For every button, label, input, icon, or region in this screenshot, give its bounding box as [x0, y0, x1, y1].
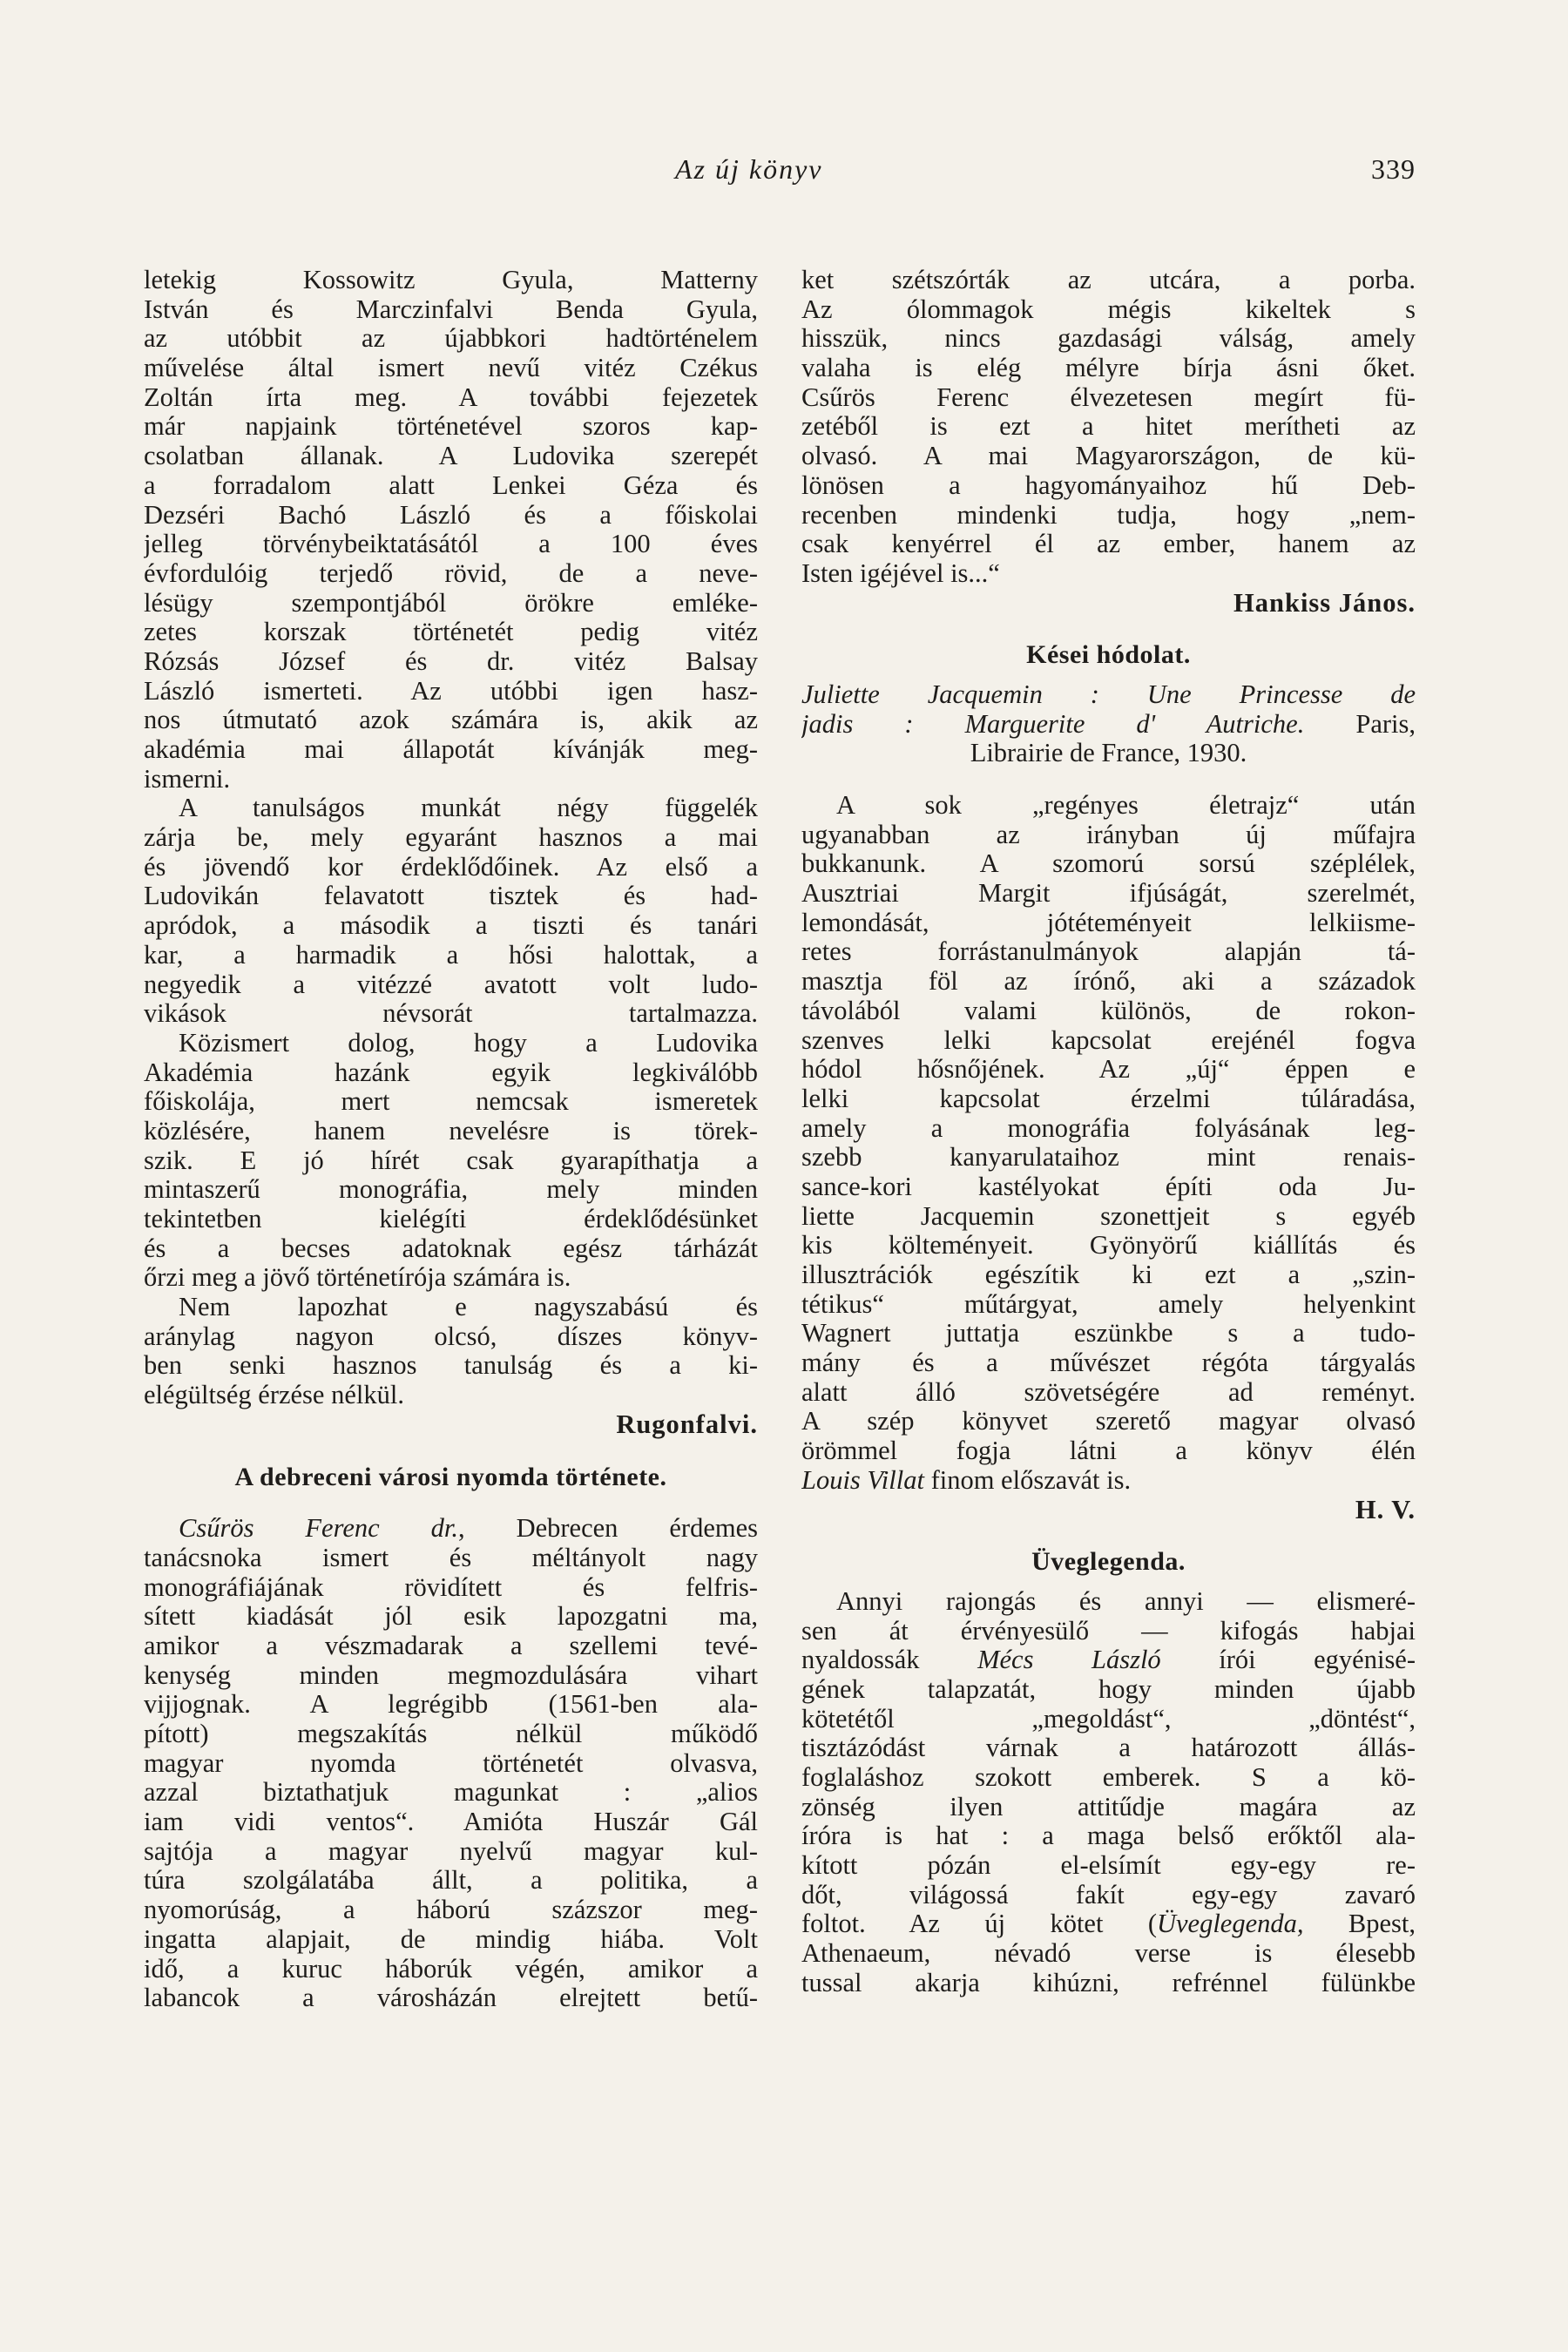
paragraph-line: valaha is elég mélyre bírja ásni őket.	[801, 354, 1416, 383]
paragraph-line: tanácsnoka ismert és méltányolt nagy	[144, 1543, 758, 1572]
paragraph-line: sen át érvényesülő — kifogás habjai	[801, 1616, 1416, 1646]
paragraph-line: Rózsás József és dr. vitéz Balsay	[144, 646, 758, 676]
paragraph-line: elégültség érzése nélkül.	[144, 1381, 404, 1410]
review-signature: Rugonfalvi.	[616, 1409, 758, 1439]
paragraph-line: kar, a harmadik a hősi halottak, a	[144, 940, 758, 970]
paragraph-line: Közismert dolog, hogy a Ludovika	[179, 1028, 758, 1058]
paragraph-line: Annyi rajongás és annyi — elismeré-	[836, 1586, 1416, 1616]
paragraph-line: zetes korszak történetét pedig vitéz	[144, 618, 758, 647]
review-signature: Hankiss János.	[1233, 588, 1416, 618]
paragraph-line: közlésére, hanem nevelésre is törek-	[144, 1116, 758, 1146]
paragraph	[801, 791, 1416, 1466]
paragraph-line: sajtója a magyar nyelvű magyar kul-	[144, 1836, 758, 1866]
paragraph-line: letekig Kossowitz Gyula, Matterny	[144, 266, 758, 294]
paragraph-line: A tanulságos munkát négy függelék	[179, 794, 758, 823]
paragraph-line: bukkanunk. A szomorú sorsú széplélek,	[801, 849, 1416, 879]
poet-name: Mécs László	[977, 1646, 1161, 1675]
paragraph-line: Dezséri Bachó László és a főiskolai	[144, 500, 758, 530]
paragraph-line: ismerni.	[144, 764, 231, 794]
paragraph-line: pított) megszakítás nélkül működő	[144, 1720, 758, 1748]
paragraph	[801, 1675, 1416, 1910]
paragraph-line: negyedik a vitézzé avatott volt ludo-	[144, 970, 758, 999]
paragraph-line: aránylag nagyon olcsó, díszes könyv-	[144, 1321, 758, 1351]
paragraph	[144, 1029, 758, 1293]
paragraph-line: tétikus“ műtárgyat, amely helyenkint	[801, 1289, 1416, 1319]
paragraph-line: zetéből is ezt a hitet merítheti az	[801, 412, 1416, 442]
paragraph-line: már napjaink történetével szoros kap-	[144, 412, 758, 442]
paragraph-line: illusztrációk egészítik ki ezt a „szin-	[801, 1260, 1416, 1289]
paragraph-line: sance-kori kastélyokat építi oda Ju-	[801, 1172, 1416, 1201]
paragraph	[144, 794, 758, 1029]
paragraph-line: László ismerteti. Az utóbbi igen hasz-	[144, 676, 758, 706]
paragraph-line: zönség ilyen attitűdje magára az	[801, 1792, 1416, 1821]
paragraph-line: lemondását, jótéteményeit lelkiisme-	[801, 908, 1416, 937]
paragraph	[801, 1587, 1416, 1675]
paragraph-line: foltot. Az új kötet (Üveglegenda, Bpest,	[801, 1909, 1416, 1939]
paragraph-line: ket szétszórták az utcára, a porba.	[801, 266, 1416, 294]
paragraph-line: ben senki hasznos tanulság és a ki-	[144, 1351, 758, 1381]
paragraph-line: tisztázódást várnak a határozott állás-	[801, 1734, 1416, 1763]
paragraph-line: A szép könyvet szerető magyar olvasó	[801, 1407, 1416, 1436]
paragraph-line: István és Marczinfalvi Benda Gyula,	[144, 294, 758, 324]
paragraph-line: Nem lapozhat e nagyszabású és	[179, 1293, 758, 1322]
paragraph-line: kított pózán el-elsímít egy-egy re-	[801, 1851, 1416, 1881]
paragraph-line: retes forrástanulmányok alapján tá-	[801, 937, 1416, 967]
paragraph-line: apródok, a második a tiszti és tanári	[144, 911, 758, 941]
paragraph-line: nyaldossák Mécs László írói egyénisé-	[801, 1646, 1416, 1675]
page-header	[675, 153, 1416, 197]
paragraph-line: foglaláshoz szokott emberek. S a kö-	[801, 1763, 1416, 1792]
paragraph-line: Athenaeum, névadó verse is élesebb	[801, 1939, 1416, 1969]
paragraph-line: örömmel fogja látni a könyv élén	[801, 1436, 1416, 1466]
paragraph-first-line: Csűrös Ferenc dr., Debrecen érdemes	[179, 1514, 758, 1544]
paragraph-line: jelleg törvénybeiktatásától a 100 éves	[144, 530, 758, 559]
paragraph-line: évfordulóig terjedő rövid, de a neve-	[144, 558, 758, 588]
paragraph-line: szik. E jó hírét csak gyarapíthatja a	[144, 1146, 758, 1175]
paragraph-line: és a becses adatoknak egész tárházát	[144, 1233, 758, 1263]
paragraph-line: Csűrös Ferenc élvezetesen megírt fü-	[801, 382, 1416, 412]
paragraph-line: kenység minden megmozdulására vihart	[144, 1660, 758, 1690]
left-column	[144, 266, 758, 2013]
paragraph-line: Akadémia hazánk egyik legkiválóbb	[144, 1058, 758, 1087]
paragraph-line: tussal akarja kihúzni, refrénnel fülünkbe	[801, 1968, 1416, 1997]
review-heading: A debreceni városi nyomda története.	[234, 1462, 667, 1491]
citation-line: jadis : Marguerite d' Autriche. Paris,	[801, 709, 1416, 739]
paragraph-line: a forradalom alatt Lenkei Géza és	[144, 470, 758, 500]
paragraph-line: alatt álló szövetségére ad reményt.	[801, 1377, 1416, 1407]
paragraph-line: csolatban állanak. A Ludovika szerepét	[144, 442, 758, 471]
review-heading: Kései hódolat.	[1026, 640, 1191, 670]
paragraph-last-line: Louis Villat finom előszavát is.	[801, 1465, 1132, 1495]
paragraph-line: akadémia mai állapotát kívánják meg-	[144, 735, 758, 764]
citation-line: Juliette Jacquemin : Une Princesse de	[801, 679, 1416, 709]
paragraph-line: Ausztriai Margit ifjúságát, szerelmét,	[801, 879, 1416, 909]
paragraph-line: A sok „regényes életrajz“ után	[836, 791, 1416, 820]
paragraph-line: amely a monográfia folyásának leg-	[801, 1113, 1416, 1143]
paragraph-line: kötetétől „megoldást“, „döntést“,	[801, 1704, 1416, 1734]
running-title: Az új könyv	[675, 153, 823, 185]
paragraph-line: vikások névsorát tartalmazza.	[144, 999, 758, 1029]
paragraph-line: hisszük, nincs gazdasági válság, amely	[801, 324, 1416, 354]
paragraph-line: ugyanabban az irányban új műfajra	[801, 820, 1416, 849]
paragraph	[144, 266, 758, 794]
page-number: 339	[1371, 153, 1416, 185]
paragraph-line: nos útmutató azok számára is, akik az	[144, 706, 758, 735]
paragraph-line: távolából valami különös, de rokon-	[801, 996, 1416, 1025]
paragraph-line: főiskolája, mert nemcsak ismeretek	[144, 1087, 758, 1117]
paragraph-line: nyomorúság, a háború százszor meg-	[144, 1896, 758, 1925]
paragraph-line: dőt, világossá fakít egy-egy zavaró	[801, 1880, 1416, 1909]
paragraph-line: Az ólommagok mégis kikeltek s	[801, 294, 1416, 324]
paragraph-line: Wagnert juttatja eszünkbe s a tudo-	[801, 1319, 1416, 1348]
paragraph-line: művelése által ismert nevű vitéz Czékus	[144, 354, 758, 383]
author-name: Csűrös Ferenc dr.	[179, 1514, 458, 1544]
paragraph-line: mány és a művészet régóta tárgyalás	[801, 1348, 1416, 1378]
paragraph-line: csak kenyérrel él az ember, hanem az	[801, 530, 1416, 559]
paragraph-line: monográfiájának rövidített és felfris-	[144, 1572, 758, 1602]
review-signature: H. V.	[1355, 1495, 1416, 1524]
paragraph-line: iam vidi ventos“. Amióta Huszár Gál	[144, 1808, 758, 1837]
paragraph-line: az utóbbit az újabbkori hadtörténelem	[144, 324, 758, 354]
paragraph-line: recenben mindenki tudja, hogy „nem-	[801, 500, 1416, 530]
paragraph-line: vijjognak. A legrégibb (1561-ben ala-	[144, 1690, 758, 1720]
paragraph-line: idő, a kuruc háborúk végén, amikor a	[144, 1954, 758, 1984]
paragraph-line: túra szolgálatába állt, a politika, a	[144, 1866, 758, 1896]
paragraph-line: tekintetben kielégíti érdeklődésünket	[144, 1205, 758, 1233]
paragraph-line: sített kiadását jól esik lapozgatni ma,	[144, 1602, 758, 1632]
paragraph-line: olvasó. A mai Magyarországon, de kü-	[801, 442, 1416, 471]
paragraph-line: azzal biztathatjuk magunkat : „alios	[144, 1778, 758, 1808]
paragraph-line: Isten igéjével is...“	[801, 558, 1000, 588]
paragraph-line: zárja be, mely egyaránt hasznos a mai	[144, 823, 758, 853]
right-column	[801, 266, 1416, 1998]
paragraph	[801, 1939, 1416, 1997]
paragraph	[144, 1293, 758, 1410]
paragraph-line: szebb kanyarulataihoz mint renais-	[801, 1143, 1416, 1173]
paragraph	[801, 266, 1416, 589]
paragraph-line: íróra is hat : a maga belső erőktől ala-	[801, 1821, 1416, 1851]
paragraph-line: szenves lelki kapcsolat erejénél fogva	[801, 1025, 1416, 1055]
paragraph-line: mintaszerű monográfia, mely minden	[144, 1175, 758, 1205]
paragraph-line: magyar nyomda történetét olvasva,	[144, 1748, 758, 1778]
paragraph-line: liette Jacquemin szonettjeit s egyéb	[801, 1201, 1416, 1231]
paragraph-line: lésügy szempontjából örökre emléke-	[144, 588, 758, 618]
paragraph-line: amikor a vészmadarak a szellemi tevé-	[144, 1631, 758, 1660]
citation-line: Librairie de France, 1930.	[970, 739, 1247, 768]
review-heading: Üveglegenda.	[1031, 1547, 1186, 1577]
paragraph-line: gének talapzatát, hogy minden újabb	[801, 1674, 1416, 1704]
paragraph-line: ingatta alapjait, de mindig hiába. Volt	[144, 1924, 758, 1954]
paragraph-line: lönösen a hagyományaihoz hű Deb-	[801, 470, 1416, 500]
paragraph-line: Zoltán írta meg. A további fejezetek	[144, 382, 758, 412]
paragraph-line: lelki kapcsolat érzelmi túláradása,	[801, 1084, 1416, 1113]
paragraph-line: labancok a városházán elrejtett betű-	[144, 1984, 758, 2013]
paragraph-line: Ludovikán felavatott tisztek és had-	[144, 882, 758, 911]
paragraph	[144, 1544, 758, 2013]
paragraph-line: őrzi meg a jövő történetírója számára is.	[144, 1263, 571, 1293]
paragraph-line: masztja föl az írónő, aki a századok	[801, 967, 1416, 997]
paragraph-line: hódol hősnőjének. Az „új“ éppen e	[801, 1055, 1416, 1085]
paragraph-line: és jövendő kor érdeklődőinek. Az első a	[144, 852, 758, 882]
paragraph-line: kis költeményeit. Gyönyörű kiállítás és	[801, 1231, 1416, 1260]
